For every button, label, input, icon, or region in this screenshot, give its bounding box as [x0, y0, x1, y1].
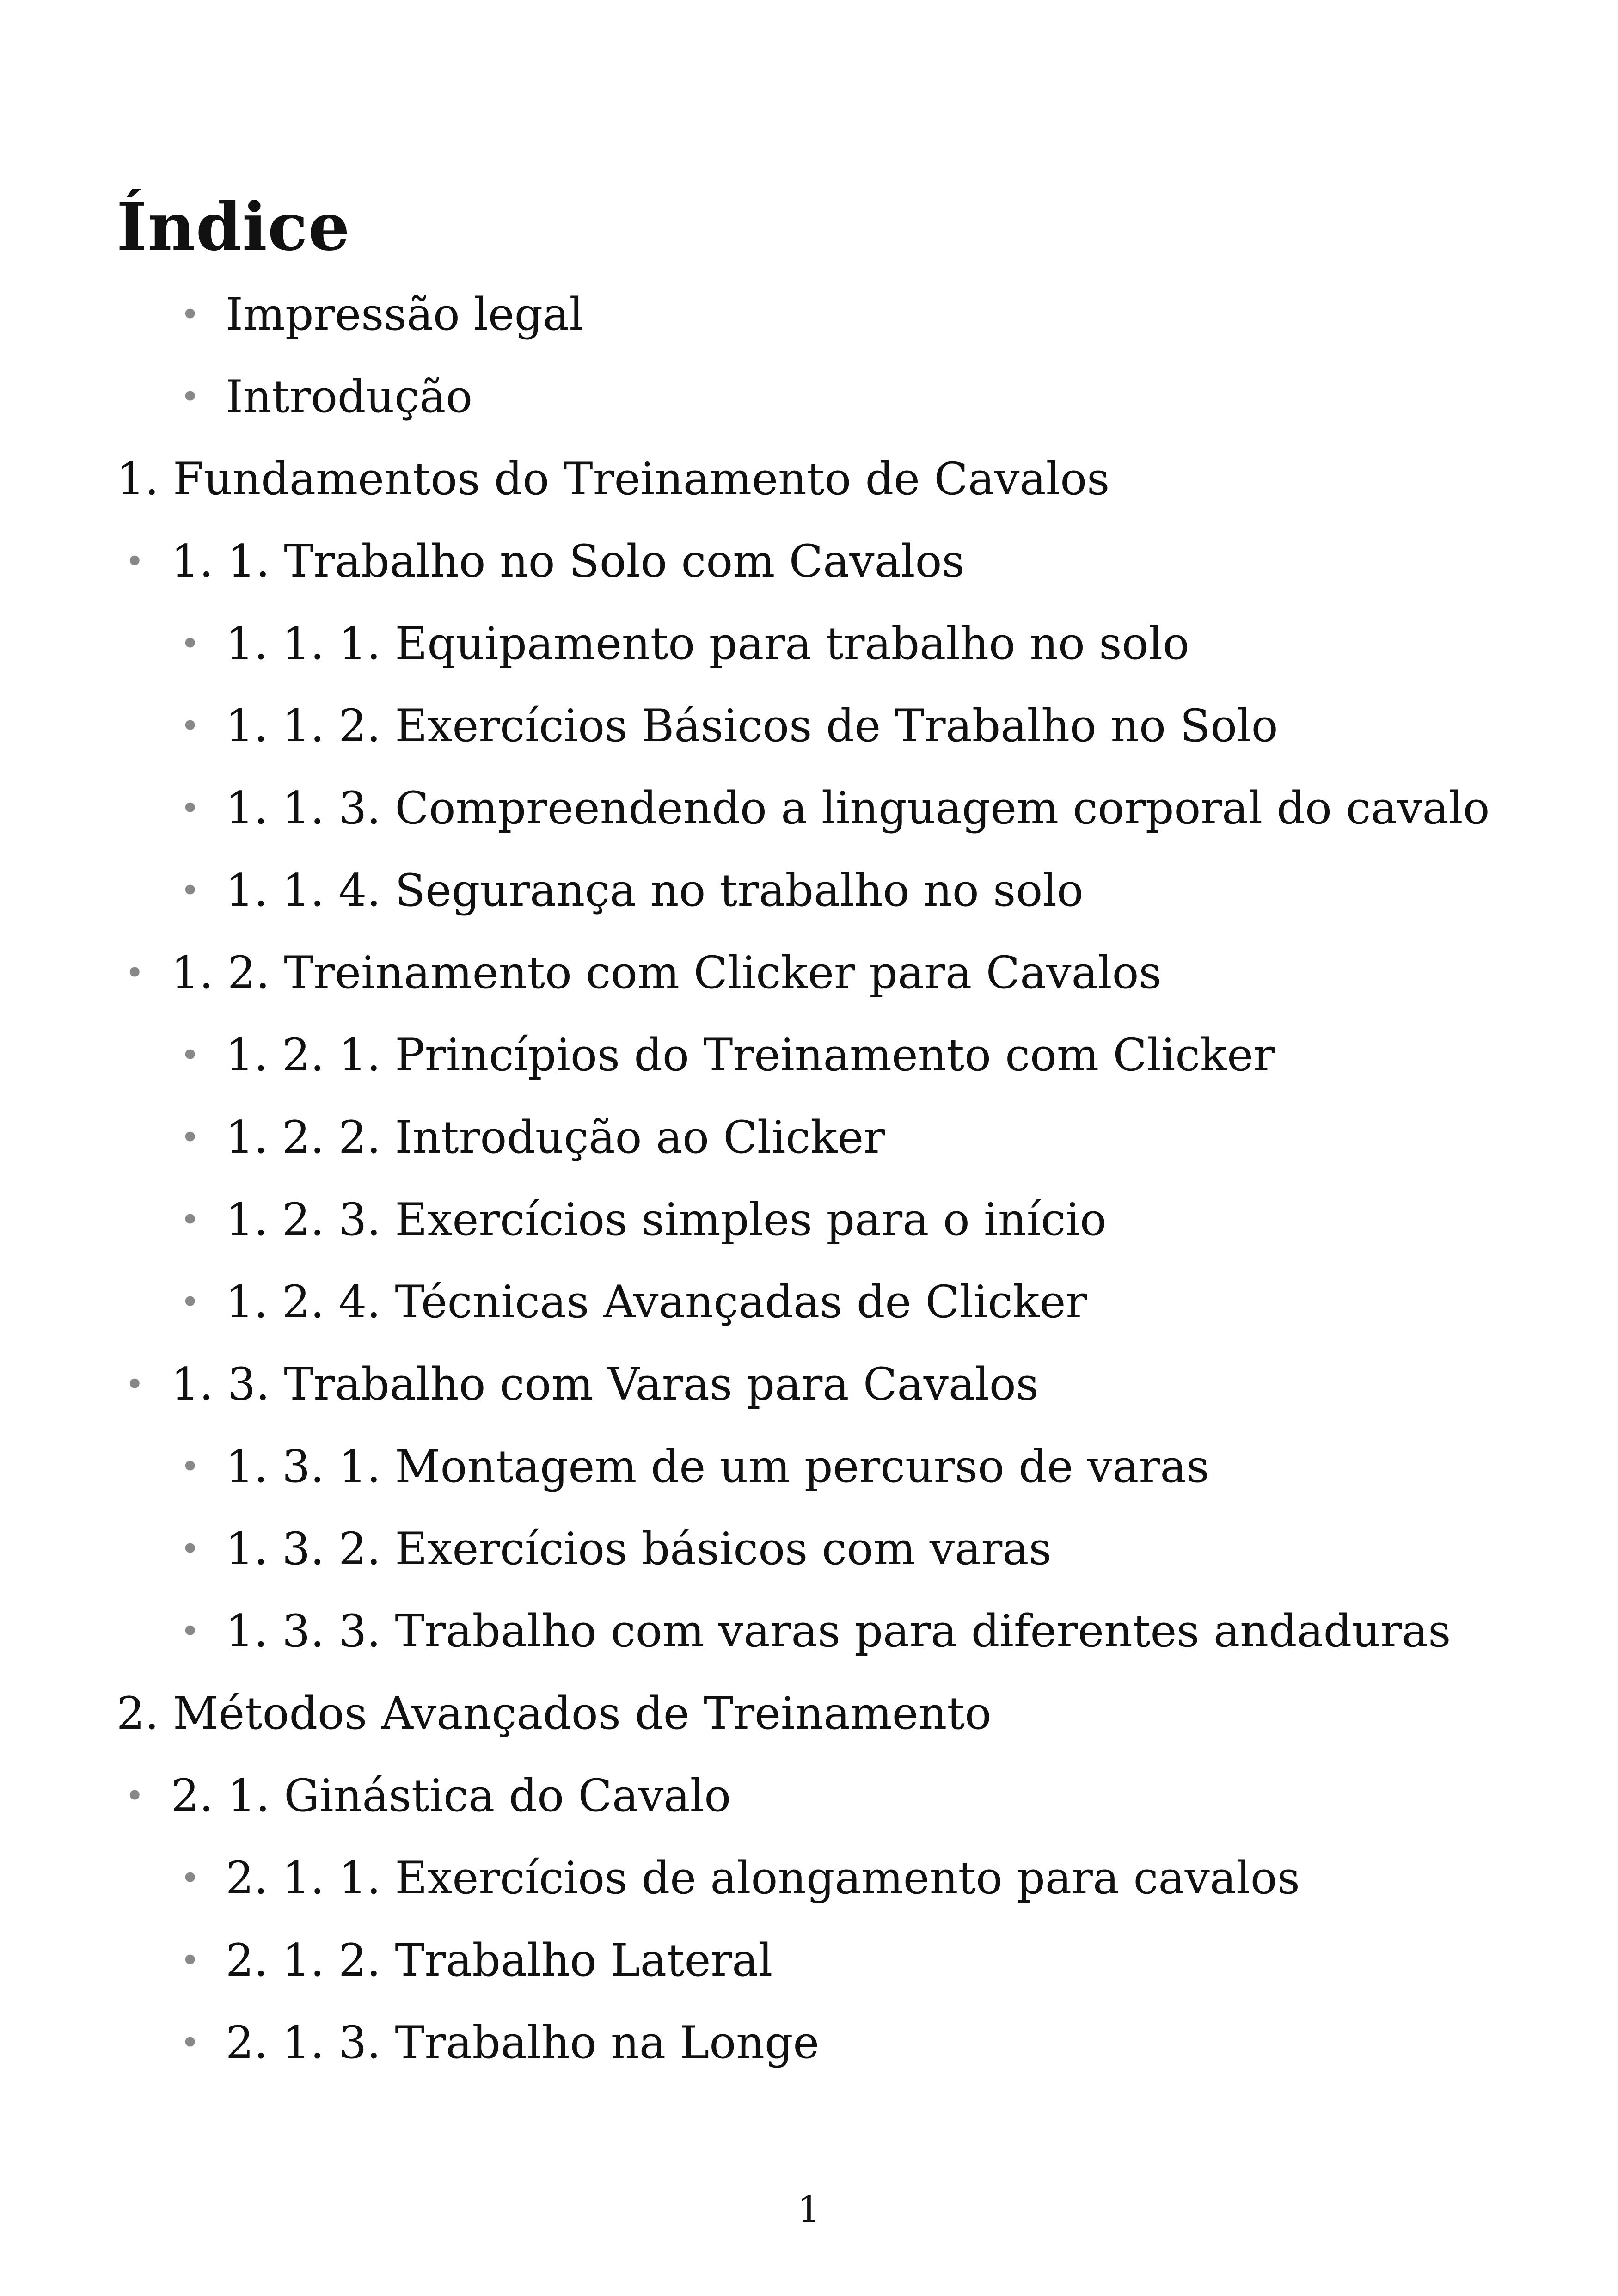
- bullet-icon: •: [180, 377, 200, 416]
- bullet-icon: •: [180, 624, 200, 663]
- page-number: 1: [797, 2189, 821, 2230]
- bullet-icon: •: [180, 1859, 200, 1897]
- toc-entry-label: 2. 1. 2. Trabalho Lateral: [226, 1934, 773, 1986]
- toc-entry-label: 1. 1. 1. Equipamento para trabalho no solo: [226, 618, 1189, 669]
- toc-entry-label: 1. 1. 2. Exercícios Básicos de Trabalho no Solo: [226, 700, 1278, 752]
- bullet-icon: •: [180, 1529, 200, 1568]
- bullet-icon: •: [180, 1036, 200, 1074]
- toc-entry-label: 2. 1. 3. Trabalho na Longe: [226, 2017, 820, 2069]
- bullet-icon: •: [180, 2023, 200, 2062]
- toc-entry-label: 1. 1. 4. Segurança no trabalho no solo: [226, 865, 1084, 916]
- bullet-icon: •: [180, 1612, 200, 1651]
- bullet-icon: •: [125, 1365, 145, 1404]
- bullet-icon: •: [180, 295, 200, 334]
- toc-entry-label: 1. 2. 3. Exercícios simples para o início: [226, 1194, 1107, 1246]
- bullet-icon: •: [125, 542, 145, 581]
- toc-entry-label: 1. 3. Trabalho com Varas para Cavalos: [171, 1358, 1039, 1410]
- bullet-icon: •: [180, 1447, 200, 1486]
- bullet-icon: •: [180, 789, 200, 828]
- bullet-icon: •: [125, 1776, 145, 1815]
- toc-entry-label: 2. 1. Ginástica do Cavalo: [171, 1770, 731, 1822]
- toc-entry-label: 1. 3. 3. Trabalho com varas para diferentes andaduras: [226, 1605, 1451, 1657]
- bullet-icon: •: [180, 1283, 200, 1321]
- bullet-icon: •: [180, 871, 200, 910]
- toc-entry-label: 1. 2. 4. Técnicas Avançadas de Clicker: [226, 1276, 1087, 1328]
- bullet-icon: •: [180, 1941, 200, 1980]
- toc-title: Índice: [116, 189, 350, 265]
- toc-entry-label: 1. 2. 1. Princípios do Treinamento com Clicker: [226, 1029, 1275, 1081]
- bullet-icon: •: [180, 1200, 200, 1239]
- toc-entry-label: Introdução: [226, 371, 473, 423]
- toc-entry-label: 1. 2. Treinamento com Clicker para Cavalos: [171, 947, 1162, 999]
- toc-entry-label: 1. Fundamentos do Treinamento de Cavalos: [116, 453, 1110, 505]
- toc-entry-label: 1. 3. 2. Exercícios básicos com varas: [226, 1523, 1052, 1575]
- toc-entry-label: 1. 2. 2. Introdução ao Clicker: [226, 1111, 885, 1163]
- bullet-icon: •: [180, 706, 200, 745]
- bullet-icon: •: [180, 1118, 200, 1157]
- toc-entry-label: 1. 1. 3. Compreendendo a linguagem corporal do cavalo: [226, 782, 1490, 834]
- bullet-icon: •: [125, 953, 145, 992]
- toc-entry-label: 1. 3. 1. Montagem de um percurso de varas: [226, 1441, 1209, 1492]
- toc-entry-label: 1. 1. Trabalho no Solo com Cavalos: [171, 535, 965, 587]
- toc-entry-label: 2. 1. 1. Exercícios de alongamento para cavalos: [226, 1852, 1300, 1904]
- toc-entry-label: Impressão legal: [226, 289, 584, 340]
- toc-entry-label: 2. Métodos Avançados de Treinamento: [116, 1688, 992, 1739]
